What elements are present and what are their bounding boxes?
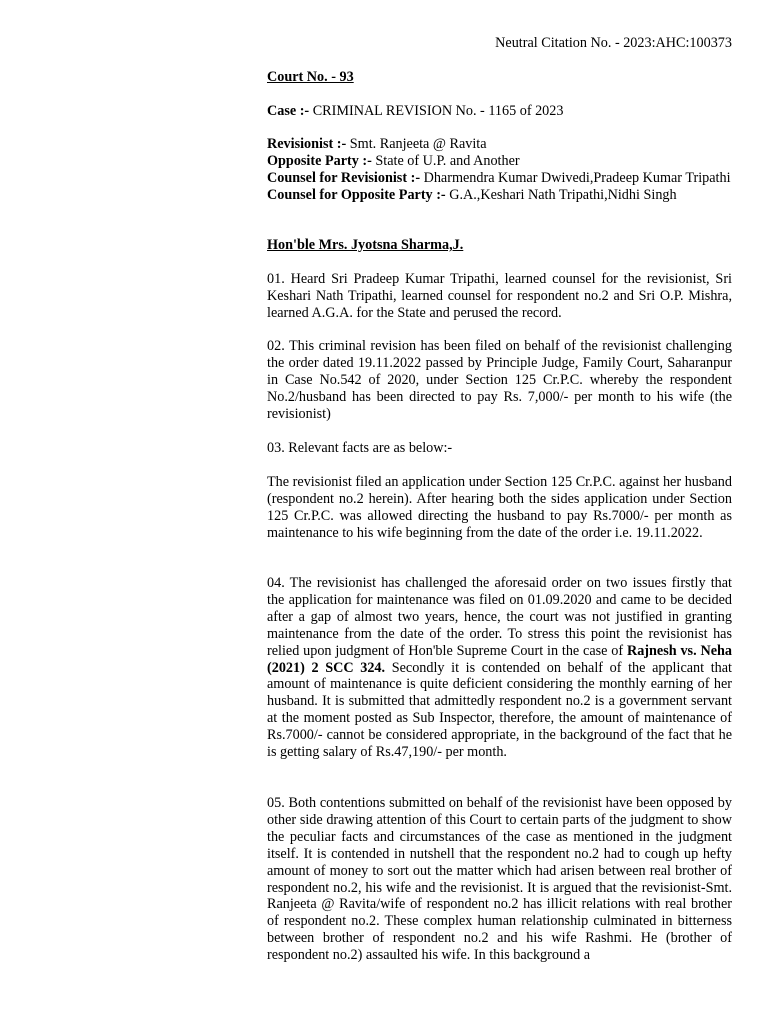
paragraph-04-part2: Secondly it is contended on behalf of the applicant that amount of maintenance is quite deficient considering the monthly earning of her husband. It is submitted that admittedly respondent no.2 is a government servant at the moment posted as Sub Inspector, therefore, the amount of maintenance of Rs.7000/- cannot be considered appropriate, in the background of the fact that he is getting salary of Rs.47,190/- per month. (267, 659, 732, 761)
counsel-opposite-line (267, 187, 732, 204)
opposite-party-value: State of U.P. and Another (371, 152, 520, 169)
case-label: Case :- (267, 103, 310, 119)
counsel-opposite-label: Counsel for Opposite Party :- (267, 186, 446, 203)
counsel-revisionist-line (267, 170, 732, 187)
counsel-opposite-value: G.A.,Keshari Nath Tripathi,Nidhi Singh (445, 186, 677, 203)
paragraph-04 (267, 575, 732, 761)
paragraph-04-part1: 04. The revisionist has challenged the aforesaid order on two issues firstly that the application for maintenance was filed on 01.09.2020 and came to be decided after a gap of almost two years, hence, the court was not justified in granting maintenance from the date of the order. To stress this point the revisionist has relied upon judgment of Hon'ble Supreme Court in the case of (267, 575, 732, 659)
parties-block (267, 136, 732, 204)
counsel-revisionist-label: Counsel for Revisionist :- (267, 169, 421, 186)
opposite-party-label: Opposite Party :- (267, 152, 372, 169)
paragraph-03: 03. Relevant facts are as below:- (267, 440, 453, 456)
neutral-citation: Neutral Citation No. - 2023:AHC:100373 (495, 35, 732, 51)
court-number: Court No. - 93 (267, 69, 354, 85)
counsel-revisionist-value: Dharmendra Kumar Dwivedi,Pradeep Kumar Tripathi (420, 169, 731, 186)
paragraph-02: 02. This criminal revision has been filed on behalf of the revisionist challenging the order dated 19.11.2022 passed by Principle Judge, Family Court, Saharanpur in Case No.542 of 2020, under Section 125 Cr.P.C. whereby the respondent No.2/husband has been directed to pay Rs. 7,000/- per month to his wife (the revisionist) (267, 338, 732, 422)
judge-name: Hon'ble Mrs. Jyotsna Sharma,J. (267, 237, 464, 253)
case-line (267, 103, 732, 120)
opposite-party-line (267, 153, 732, 170)
case-citation-bold: Rajnesh vs. Neha (2021) 2 SCC 324. (267, 642, 732, 676)
paragraph-03-facts: The revisionist filed an application under Section 125 Cr.P.C. against her husband (respondent no.2 herein). After hearing both the sides application under Section 125 Cr.P.C. was allowed directing the husband to pay Rs.7000/- per month as maintenance to his wife beginning from the date of the order i.e. 19.11.2022. (267, 474, 732, 541)
case-value: CRIMINAL REVISION No. - 1165 of 2023 (309, 103, 564, 119)
revisionist-line (267, 136, 732, 153)
paragraph-01: 01. Heard Sri Pradeep Kumar Tripathi, learned counsel for the revisionist, Sri Keshari Nath Tripathi, learned counsel for respondent no.2 and Sri O.P. Mishra, learned A.G.A. for the State and perused the record. (267, 271, 732, 321)
paragraph-05: 05. Both contentions submitted on behalf of the revisionist have been opposed by other side drawing attention of this Court to certain parts of the judgment to show the peculiar facts and circumstances of the case as mentioned in the judgment itself. It is contended in nutshell that the respondent no.2 had to cough up hefty amount of money to sort out the matter which had arisen between real brother of respondent no.2, his wife and the revisionist. It is argued that the revisionist-Smt. Ranjeeta @ Ravita/wife of respondent no.2 has illicit relations with real brother of respondent no.2. These complex human relationship culminated in bitterness between brother of respondent no.2 and his wife Rashmi. He (brother of respondent no.2) assaulted his wife. In this background a (267, 795, 732, 964)
revisionist-value: Smt. Ranjeeta @ Ravita (346, 136, 487, 152)
revisionist-label: Revisionist :- (267, 136, 347, 152)
